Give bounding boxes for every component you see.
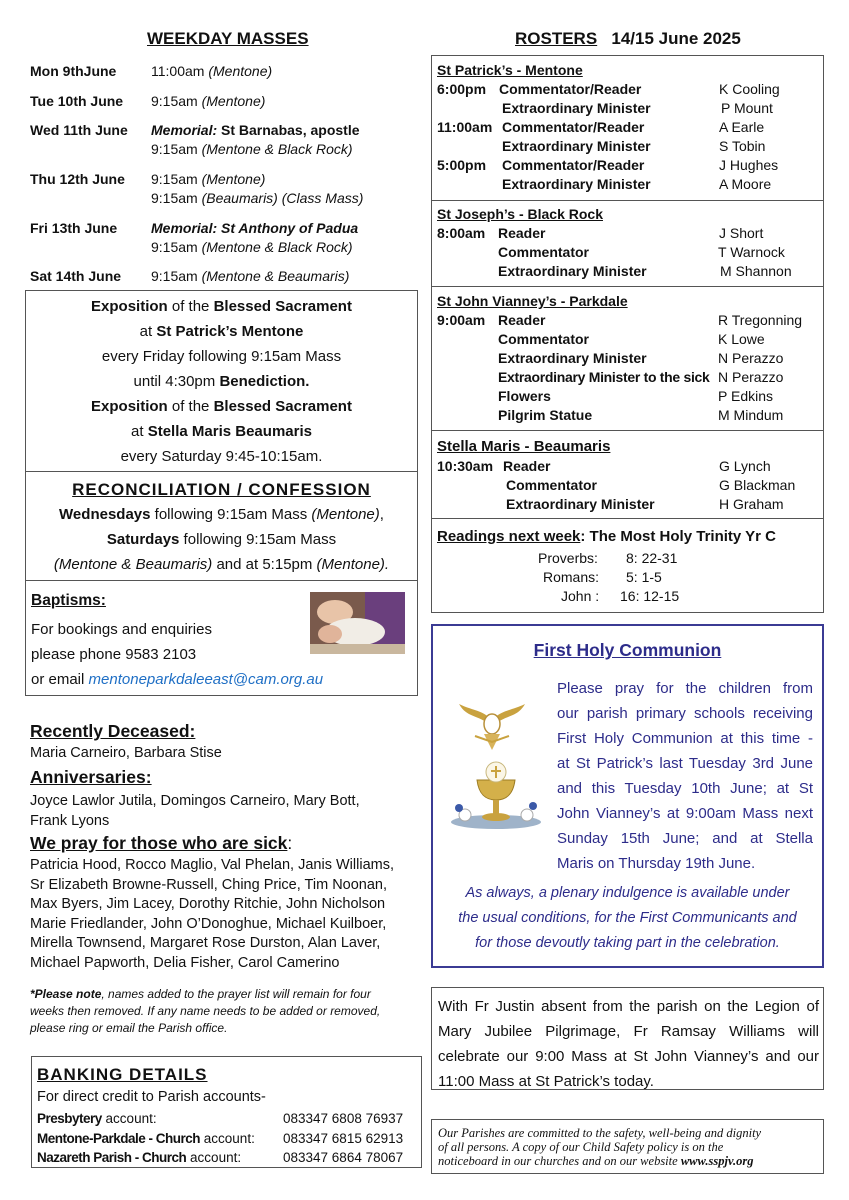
roster-role: Extraordinary Minister (502, 176, 651, 192)
banking-subtitle: For direct credit to Parish accounts- (37, 1089, 266, 1105)
website-link[interactable]: www.sspjv.org (680, 1154, 754, 1168)
roster-section-title: Stella Maris - Beaumaris (437, 438, 611, 455)
roster-name: R Tregonning (718, 312, 803, 328)
roster-role: Commentator/Reader (502, 157, 645, 173)
roster-role: Commentator/Reader (502, 119, 645, 135)
roster-name: M Mindum (718, 407, 784, 423)
communion-line: Please pray for the children from (557, 680, 813, 697)
roster-time: 5:00pm (437, 157, 487, 173)
mass-day: Thu 12th June (30, 171, 125, 187)
communion-body (557, 676, 813, 876)
reconciliation-box (25, 471, 418, 581)
notice-line: celebrate our 9:00 Mass at St John Vianney’s and our (438, 1048, 819, 1065)
reconciliation-line: Saturdays following 9:15am Mass (106, 531, 337, 548)
mass-day: Mon 9thJune (30, 63, 117, 79)
mass-day: Fri 13th June (30, 220, 118, 236)
mass-time: Memorial: St Anthony of Padua 9:15am (Mentone & Black Rock) (151, 220, 359, 255)
roster-role: Extraordinary Minister (502, 100, 651, 116)
deceased-title: Recently Deceased: (30, 721, 196, 741)
communion-box (431, 624, 824, 968)
roster-role: Reader (503, 458, 551, 474)
roster-role: Commentator (506, 477, 598, 493)
indulgence-note: As always, a plenary indulgence is available under the usual conditions, for the First Communicants and for those devoutly taking part in the celebration. (458, 885, 797, 951)
communion-line: John Vianney’s at 9:00am Mass next (557, 805, 813, 822)
reading-book: Romans: (543, 569, 600, 585)
sick-line: Max Byers, Jim Lacey, Dorothy Ritchie, John Nicholson (30, 896, 386, 912)
roster-name: M Shannon (720, 263, 792, 279)
roster-time: 6:00pm (437, 81, 487, 97)
chalice-icon (447, 760, 545, 830)
roster-role: Extraordinary Minister (498, 263, 647, 279)
roster-role: Commentator (498, 331, 590, 347)
exposition-line: at Stella Maris Beaumaris (131, 423, 312, 440)
exposition-box (25, 290, 418, 472)
roster-name: N Perazzo (718, 369, 784, 385)
reading-ref: 16: 12-15 (620, 588, 680, 604)
roster-name: G Lynch (719, 458, 771, 474)
communion-title: First Holy Communion (533, 640, 722, 660)
communion-line: First Holy Communion at this time - (557, 730, 813, 747)
communion-line: and this Tuesday 10th June; at St (557, 780, 813, 797)
sick-line: Michael Papworth, Delia Fisher, Carol Camerino (30, 954, 340, 971)
reading-book: John : (561, 588, 600, 604)
communion-line: at St Patrick’s last Tuesday 3rd June (557, 755, 813, 772)
bank-account-number: 083347 6864 78067 (283, 1150, 404, 1165)
roster-name: K Cooling (719, 81, 780, 97)
exposition-line: until 4:30pm Benediction. (133, 373, 310, 390)
roster-role: Extraordinary Minister (502, 138, 651, 154)
roster-time: 8:00am (437, 225, 486, 241)
communion-line: Sunday 15th June; and at Stella (557, 830, 813, 847)
baptisms-line: please phone 9583 2103 (31, 646, 197, 663)
mass-time: 9:15am (Mentone) (151, 93, 266, 109)
roster-name: P Edkins (718, 388, 773, 404)
roster-role: Pilgrim Statue (498, 407, 593, 423)
roster-time: 9:00am (437, 312, 486, 328)
anniversaries-names: Joyce Lawlor Jutila, Domingos Carneiro, Mary Bott, Frank Lyons (30, 793, 360, 829)
exposition-line: Exposition of the Blessed Sacrament (91, 298, 352, 315)
roster-name: J Short (719, 225, 764, 241)
roster-name: G Blackman (719, 477, 796, 493)
roster-section-title: St Patrick’s - Mentone (437, 62, 583, 78)
reconciliation-line: (Mentone & Beaumaris) and at 5:15pm (Mentone). (53, 556, 390, 573)
child-safety-notice: Our Parishes are committed to the safety, well-being and dignity of all persons. A copy of our Child Safety policy is on the noticeboard in our churches and on our website www.sspjv.org (431, 1119, 824, 1174)
mass-time: 11:00am (Mentone) (151, 63, 273, 79)
banking-box (31, 1056, 422, 1168)
prayer-list-note: *Please note, names added to the prayer list will remain for four weeks then removed. If any name needs to be added or removed, please ring or email the Parish office. (30, 987, 381, 1035)
roster-role: Extraordinary Minister (506, 496, 655, 512)
exposition-line: at St Patrick’s Mentone (139, 323, 304, 340)
roster-role: Extraordinary Minister (498, 350, 647, 366)
exposition-line: every Saturday 9:45-10:15am. (120, 448, 323, 465)
sick-line: Sr Elizabeth Browne-Russell, Ching Price, Tim Noonan, (30, 876, 388, 893)
roster-name: S Tobin (719, 138, 766, 154)
reading-book: Proverbs: (538, 550, 598, 566)
exposition-line: Exposition of the Blessed Sacrament (91, 398, 352, 415)
bank-account-row: Mentone-Parkdale - Church account: (37, 1131, 255, 1146)
sick-line: Patricia Hood, Rocco Maglio, Val Phelan, Janis Williams, (30, 857, 394, 873)
roster-name: A Moore (719, 176, 772, 192)
mass-time: 9:15am (Mentone & Beaumaris) (151, 268, 350, 284)
mass-day: Wed 11th June (30, 122, 128, 138)
reconciliation-title: RECONCILIATION / CONFESSION (72, 480, 371, 499)
roster-time: 10:30am (437, 458, 494, 474)
weekday-masses-title: WEEKDAY MASSES (147, 29, 309, 48)
anniversaries-title: Anniversaries: (30, 767, 152, 787)
roster-name: K Lowe (718, 331, 765, 347)
sick-names (30, 856, 394, 973)
mass-day: Sat 14th June (30, 268, 122, 284)
baptisms-box (25, 580, 418, 696)
roster-time: 11:00am (437, 119, 493, 135)
roster-role: Extraordinary Minister to the sick (498, 369, 710, 385)
notice-line: With Fr Justin absent from the parish on the Legion of (438, 998, 819, 1015)
roster-name: T Warnock (718, 244, 785, 260)
reading-ref: 8: 22-31 (626, 550, 678, 566)
roster-name: J Hughes (719, 157, 779, 173)
roster-role: Commentator (498, 244, 590, 260)
roster-role: Reader (498, 312, 546, 328)
mass-time: 9:15am (Mentone) 9:15am (Beaumaris) (Class Mass) (151, 171, 364, 206)
bank-account-row: Presbytery account: (37, 1111, 157, 1126)
roster-role: Commentator/Reader (499, 81, 642, 97)
sick-line: Mirella Townsend, Margaret Rose Durston, Alan Laver, (30, 935, 381, 951)
communion-line: our parish primary schools receiving (557, 705, 813, 722)
roster-role: Flowers (498, 388, 551, 404)
reconciliation-line: Wednesdays following 9:15am Mass (Mentone), (59, 506, 384, 523)
deceased-names: Maria Carneiro, Barbara Stise (30, 745, 222, 761)
sick-line: Marie Friedlander, John O’Donoghue, Michael Kuilboer, (30, 915, 387, 932)
readings-heading: Readings next week: The Most Holy Trinity Yr C (437, 528, 776, 545)
bank-account-number: 083347 6808 76937 (283, 1111, 404, 1126)
baptism-photo (310, 592, 405, 654)
notice-line: Mary Jubilee Pilgrimage, Fr Ramsay Williams will (438, 1023, 819, 1040)
mass-day: Tue 10th June (30, 93, 124, 109)
baptisms-line: For bookings and enquiries (31, 621, 212, 638)
baptisms-line: or email mentoneparkdaleeast@cam.org.au (31, 671, 324, 688)
baptisms-title: Baptisms: (31, 592, 106, 609)
mass-time: Memorial: St Barnabas, apostle 9:15am (Mentone & Black Rock) (151, 122, 360, 157)
baptism-email-link[interactable]: mentoneparkdaleeast@cam.org.au (88, 671, 324, 688)
roster-name: N Perazzo (718, 350, 784, 366)
roster-section-title: St John Vianney’s - Parkdale (437, 293, 628, 309)
dove-icon (457, 696, 527, 752)
roster-section-title: St Joseph’s - Black Rock (437, 206, 603, 222)
roster-name: P Mount (721, 100, 773, 116)
bank-account-row: Nazareth Parish - Church account: (37, 1150, 242, 1165)
rosters-heading: ROSTERS 14/15 June 2025 (515, 29, 741, 48)
roster-name: A Earle (719, 119, 765, 135)
banking-title: BANKING DETAILS (37, 1065, 208, 1084)
communion-line: Maris on Thursday 19th June. (557, 855, 756, 872)
bank-account-number: 083347 6815 62913 (283, 1131, 404, 1146)
roster-role: Reader (498, 225, 546, 241)
roster-name: H Graham (719, 496, 784, 512)
sick-title: We pray for those who are sick: (30, 833, 293, 853)
exposition-line: every Friday following 9:15am Mass (101, 348, 342, 365)
notice-line: 11:00 Mass at St Patrick’s today. (438, 1073, 654, 1090)
fr-justin-notice (431, 987, 824, 1090)
reading-ref: 5: 1-5 (626, 569, 662, 585)
